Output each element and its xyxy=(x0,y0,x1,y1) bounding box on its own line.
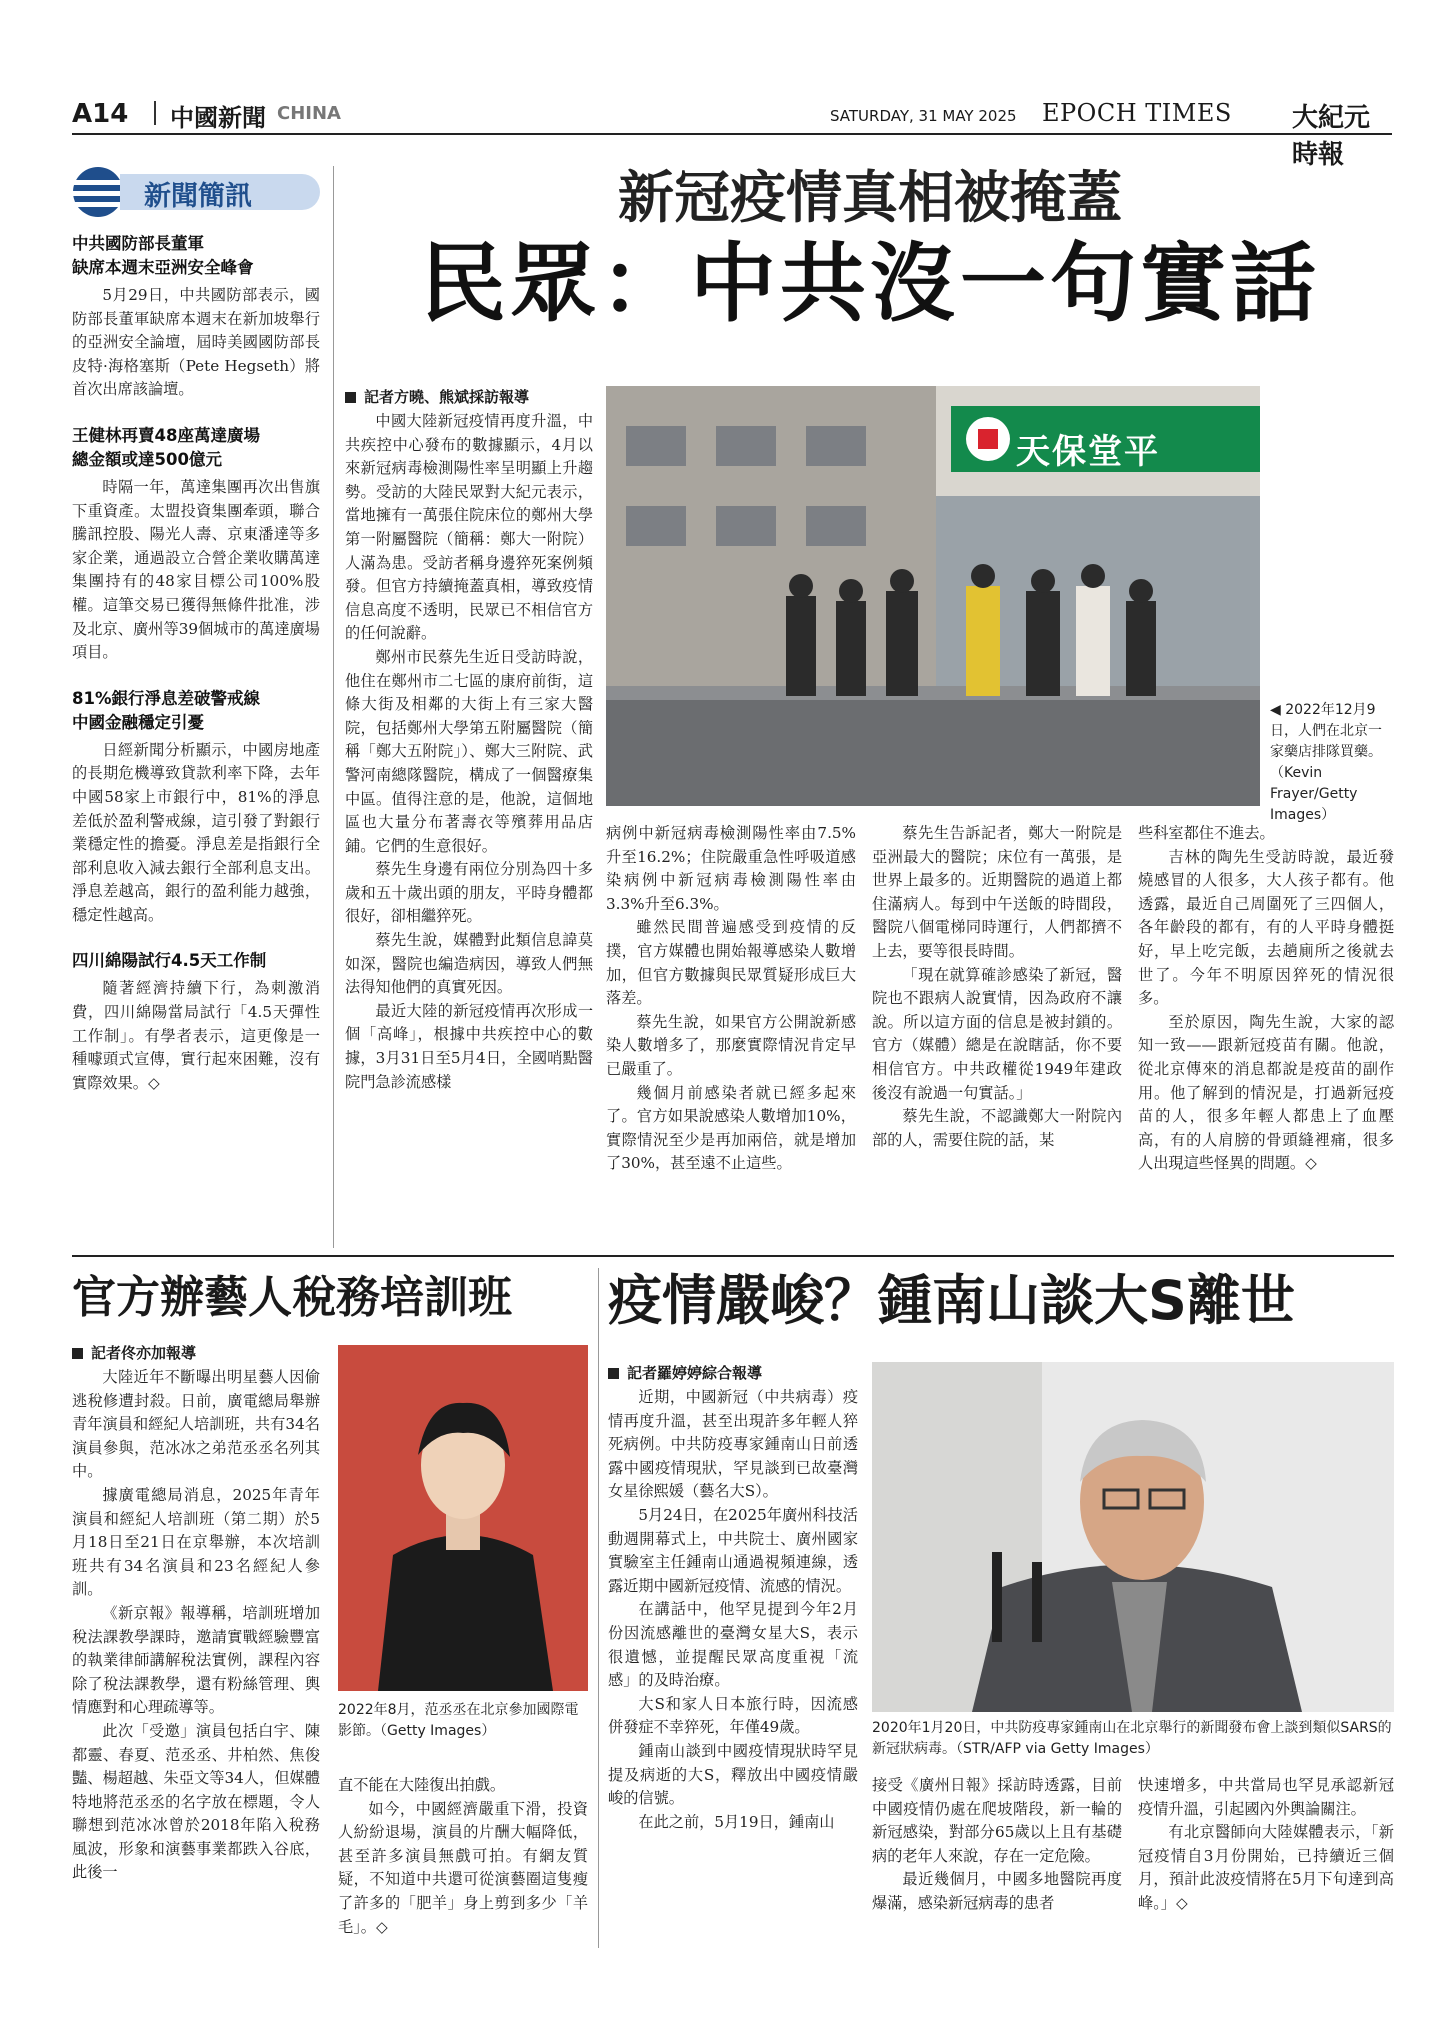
paragraph: 蔡先生說，媒體對此類信息諱莫如深，醫院也編造病因，導致人們無法得知他們的真實死因。 xyxy=(345,931,593,997)
brief-item xyxy=(72,687,320,928)
byline: 記者方曉、熊斌採訪報導 xyxy=(345,386,593,408)
brief-item xyxy=(72,949,320,1095)
paragraph: 至於原因，陶先生說，大家的認知一致——跟新冠疫苗有關。他說，從北京傳來的消息都說是疫苗的副作用。他了解到的情況是，打過新冠疫苗的人，很多年輕人都患上了血壓高，有的人肩膀的骨頭縫裡痛，很多人出現這些怪異的問題。◇ xyxy=(1138,1012,1394,1173)
paragraph: 「現在就算確診感染了新冠，醫院也不跟病人說實情，因為政府不讓說。所以這方面的信息是被封鎖的。官方（媒體）總是在說瞎話，你不要相信官方。中共政權從1949年建政後沒有說過一句實話。」 xyxy=(872,965,1122,1102)
brief-body: 5月29日，中共國防部表示，國防部長董軍缺席本週末在新加坡舉行的亞洲安全論壇，屆時美國國防部長皮特·海格塞斯（Pete Hegseth）將首次出席該論壇。 xyxy=(72,286,320,399)
main-col-1 xyxy=(345,386,593,1094)
paragraph: 最近大陸的新冠疫情再次形成一個「高峰」，根據中共疾控中心的數據，3月31日至5月4日，全國哨點醫院門急診流感樣 xyxy=(345,1001,593,1091)
story3-col-3 xyxy=(1138,1774,1394,1916)
byline: 記者羅婷婷綜合報導 xyxy=(608,1362,858,1384)
dateline: SATURDAY, 31 MAY 2025 xyxy=(830,107,1017,125)
paragraph: 雖然民間普遍感受到疫情的反撲，官方媒體也開始報導感染人數增加，但官方數據與民眾質疑形成巨大落差。 xyxy=(606,918,856,1008)
brand-name: EPOCH TIMES xyxy=(1042,99,1232,127)
paragraph: 大陸近年不斷曝出明星藝人因偷逃稅修遭封殺。日前，廣電總局舉辦青年演員和經紀人培訓班，共有34名演員參與，范冰冰之弟范丞丞名列其中。 xyxy=(72,1368,320,1481)
story3-col-2 xyxy=(872,1774,1122,1916)
story2-col-1 xyxy=(72,1342,320,1885)
paragraph: 病例中新冠病毒檢測陽性率由7.5%升至16.2%；住院嚴重急性呼吸道感染病例中新冠病毒檢測陽性率由3.3%升至6.3%。 xyxy=(606,824,856,913)
zhong-nanshan-photo xyxy=(872,1362,1394,1712)
story2-col-2 xyxy=(338,1774,588,1939)
main-headline xyxy=(345,166,1395,336)
briefs-title: 新聞簡訊 xyxy=(144,181,252,212)
paragraph: 5月24日，在2025年廣州科技活動週開幕式上，中共院士、廣州國家實驗室主任鍾南山通過視頻連線，透露近期中國新冠疫情、流感的情況。 xyxy=(608,1505,858,1595)
pharmacy-photo xyxy=(606,386,1260,806)
masthead-divider xyxy=(154,101,156,125)
story2-headline: 官方辦藝人稅務培訓班 xyxy=(72,1272,512,1323)
paragraph: 快速增多，中共當局也罕見承認新冠疫情升溫，引起國內外輿論關注。 xyxy=(1138,1776,1394,1818)
section-rule xyxy=(72,1255,1394,1257)
paragraph: 鄭州市民蔡先生近日受訪時說，他住在鄭州市二七區的康府前街，這條大街及相鄰的大街上有三家大醫院，包括鄭州大學第五附屬醫院（簡稱「鄭大五附院」）、鄭大三附院、武警河南總隊醫院，構成了一個醫療集中區。值得注意的是，他說，這個地區也大量分布著壽衣等殯葬用品店鋪。它們的生意很好。 xyxy=(345,647,593,855)
paragraph: 大S和家人日本旅行時，因流感併發症不幸猝死，年僅49歲。 xyxy=(608,1694,858,1737)
brief-item xyxy=(72,232,320,402)
page-number: A14 xyxy=(72,99,129,129)
brief-body: 日經新聞分析顯示，中國房地產的長期危機導致貸款利率下降，去年中國58家上市銀行中，81%的淨息差低於盈利警戒線，這引發了對銀行業穩定性的擔憂。淨息差是指銀行全部利息收入減去銀行全部利息支出。淨息差越高，銀行的盈利能力越強，穩定性越高。 xyxy=(72,740,320,924)
paragraph: 如今，中國經濟嚴重下滑，投資人紛紛退場，演員的片酬大幅降低，甚至許多演員無戲可拍。有網友質疑，不知道中共還可從演藝圈這隻瘦了許多的「肥羊」身上剪到多少「羊毛」。◇ xyxy=(338,1799,588,1936)
paragraph: 在講話中，他罕見提到今年2月份因流感離世的臺灣女星大S，表示很遺憾，並提醒民眾高度重視「流感」的及時治療。 xyxy=(608,1600,858,1690)
masthead xyxy=(72,95,1392,170)
paragraph: 蔡先生說，如果官方公開說新感染人數增多了，那麼實際情況肯定早已嚴重了。 xyxy=(606,1012,856,1078)
brief-item xyxy=(72,424,320,665)
press-conference-image xyxy=(872,1362,1394,1712)
paragraph: 鍾南山談到中國疫情現狀時罕見提及病逝的大S，釋放出中國疫情嚴峻的信號。 xyxy=(608,1741,858,1808)
headline-line-1: 新冠疫情真相被掩蓋 xyxy=(618,166,1122,231)
news-briefs xyxy=(72,166,320,1095)
photo-caption: ◀ 2022年12月9日，人們在北京一家藥店排隊買藥。（Kevin Frayer/Getty Images） xyxy=(1270,702,1382,823)
paragraph: 最近幾個月，中國多地醫院再度爆滿，感染新冠病毒的患者 xyxy=(872,1870,1122,1912)
store-sign: 天保堂平 xyxy=(1016,432,1160,472)
main-col-2 xyxy=(606,822,856,1176)
paragraph: 在此之前，5月19日，鍾南山 xyxy=(638,1812,835,1831)
story3-col-1 xyxy=(608,1362,858,1834)
brief-body: 隨著經濟持續下行，為刺激消費，四川綿陽當局試行「4.5天彈性工作制」。有學者表示，這更像是一種噱頭式宣傳，實行起來困難，沒有實際效果。◇ xyxy=(72,979,320,1092)
column-divider xyxy=(598,1268,599,1948)
paragraph: 蔡先生告訴記者，鄭大一附院是亞洲最大的醫院；床位有一萬張，是世界上最多的。近期醫院的過道上都住滿病人。每到中午送飯的時間段，醫院八個電梯同時運行，人們都擠不上去，要等很長時間。 xyxy=(872,824,1122,960)
column-divider xyxy=(333,166,334,1248)
paragraph: 蔡先生身邊有兩位分別為四十多歲和五十歲出頭的朋友，平時身體都很好，卻相繼猝死。 xyxy=(345,860,593,926)
paragraph: 有北京醫師向大陸媒體表示，「新冠疫情自3月份開始，已持續近三個月，預計此波疫情將在5月下旬達到高峰。」◇ xyxy=(1138,1823,1394,1912)
brief-body: 時隔一年，萬達集團再次出售旗下重資產。太盟投資集團牽頭，聯合騰訊控股、陽光人壽、京東潘達等多家企業，通過設立合營企業收購萬達集團持有的48家目標公司100%股權。這筆交易已獲得無條件批准，涉及北京、廣州等39個城市的萬達廣場項目。 xyxy=(72,477,320,662)
paragraph: 此次「受邀」演員包括白宇、陳都靈、春夏、范丞丞、井柏然、焦俊豔、楊超越、朱亞文等34人，但媒體特地將范丞丞的名字放在標題，令人聯想到范冰冰曾於2018年陷入稅務風波，形象和演藝事業都跌入谷底，此後一 xyxy=(72,1721,320,1882)
brief-headline: 四川綿陽試行4.5天工作制 xyxy=(72,951,267,971)
brief-headline: 81%銀行淨息差破警戒線 中國金融穩定引憂 xyxy=(72,688,260,732)
paragraph: 接受《廣州日報》採訪時透露，目前中國疫情仍處在爬坡階段，新一輪的新冠感染，對部分65歲以上且有基礎病的老年人來說，存在一定危險。 xyxy=(872,1776,1122,1865)
photo-caption: 2020年1月20日，中共防疫專家鍾南山在北京舉行的新聞發布會上談到類似SARS的新冠狀病毒。（STR/AFP via Getty Images） xyxy=(872,1720,1392,1757)
actor-photo xyxy=(338,1345,588,1691)
pharmacy-queue-image xyxy=(606,386,1260,806)
section-title-en: CHINA xyxy=(277,103,341,124)
actor-portrait-image xyxy=(338,1345,588,1691)
photo-caption: 2022年8月，范丞丞在北京參加國際電影節。（Getty Images） xyxy=(338,1702,579,1739)
brand-name-cn: 大紀元時報 xyxy=(1292,103,1371,170)
paragraph: 中國大陸新冠疫情再度升溫，中共疾控中心發布的數據顯示，4月以來新冠病毒檢測陽性率呈明顯上升趨勢。受訪的大陸民眾對大紀元表示，當地擁有一萬張住院床位的鄭州大學第一附屬醫院（簡稱：鄭大一附院）人滿為患。受訪者稱身邊猝死案例頻發。但官方持續掩蓋真相，導致疫情信息高度不透明，民眾已不相信官方的任何說辭。 xyxy=(345,412,593,643)
main-col-3 xyxy=(872,822,1122,1152)
briefs-header xyxy=(72,166,320,218)
paragraph: 《新京報》報導稱，培訓班增加稅法課教學課時，邀請實戰經驗豐富的執業律師講解稅法實例，課程內容除了稅法課教學，還有粉絲管理、輿情應對和心理疏導等。 xyxy=(72,1603,320,1717)
main-col-4 xyxy=(1138,822,1394,1176)
story3-headline: 疫情嚴峻？鍾南山談大S離世 xyxy=(608,1269,1295,1332)
headline-line-2: 民眾：中共沒一句實話 xyxy=(420,233,1320,334)
paragraph: 些科室都住不進去。 xyxy=(1138,824,1275,842)
brief-headline: 王健林再賣48座萬達廣場 總金額或達500億元 xyxy=(72,425,260,469)
paragraph: 直不能在大陸復出拍戲。 xyxy=(338,1776,506,1794)
paragraph: 據廣電總局消息，2025年青年演員和經紀人培訓班（第二期）於5月18日至21日在京舉辦，本次培訓班共有34名演員和23名經紀人參訓。 xyxy=(72,1485,320,1599)
byline: 記者佟亦加報導 xyxy=(72,1342,320,1364)
section-title: 中國新聞 xyxy=(170,104,266,132)
paragraph: 近期，中國新冠（中共病毒）疫情再度升溫，甚至出現許多年輕人猝死病例。中共防疫專家鍾南山日前透露中國疫情現狀，罕見談到已故臺灣女星徐熙媛（藝名大S）。 xyxy=(608,1388,858,1501)
paragraph: 吉林的陶先生受訪時說，最近發燒感冒的人很多，大人孩子都有。他透露，最近自己周圍死了三四個人，各年齡段的都有，有的人平時身體挺好，早上吃完飯，去趟廁所之後就去世了。今年不明原因猝死的情況很多。 xyxy=(1138,847,1394,1008)
brief-headline: 中共國防部長董軍 缺席本週末亞洲安全峰會 xyxy=(72,234,254,277)
paragraph: 幾個月前感染者就已經多起來了。官方如果說感染人數增加10%，實際情況至少是再加兩倍，就是增加了30%，甚至遠不止這些。 xyxy=(606,1083,856,1173)
paragraph: 蔡先生說，不認識鄭大一附院內部的人，需要住院的話，某 xyxy=(872,1107,1122,1149)
